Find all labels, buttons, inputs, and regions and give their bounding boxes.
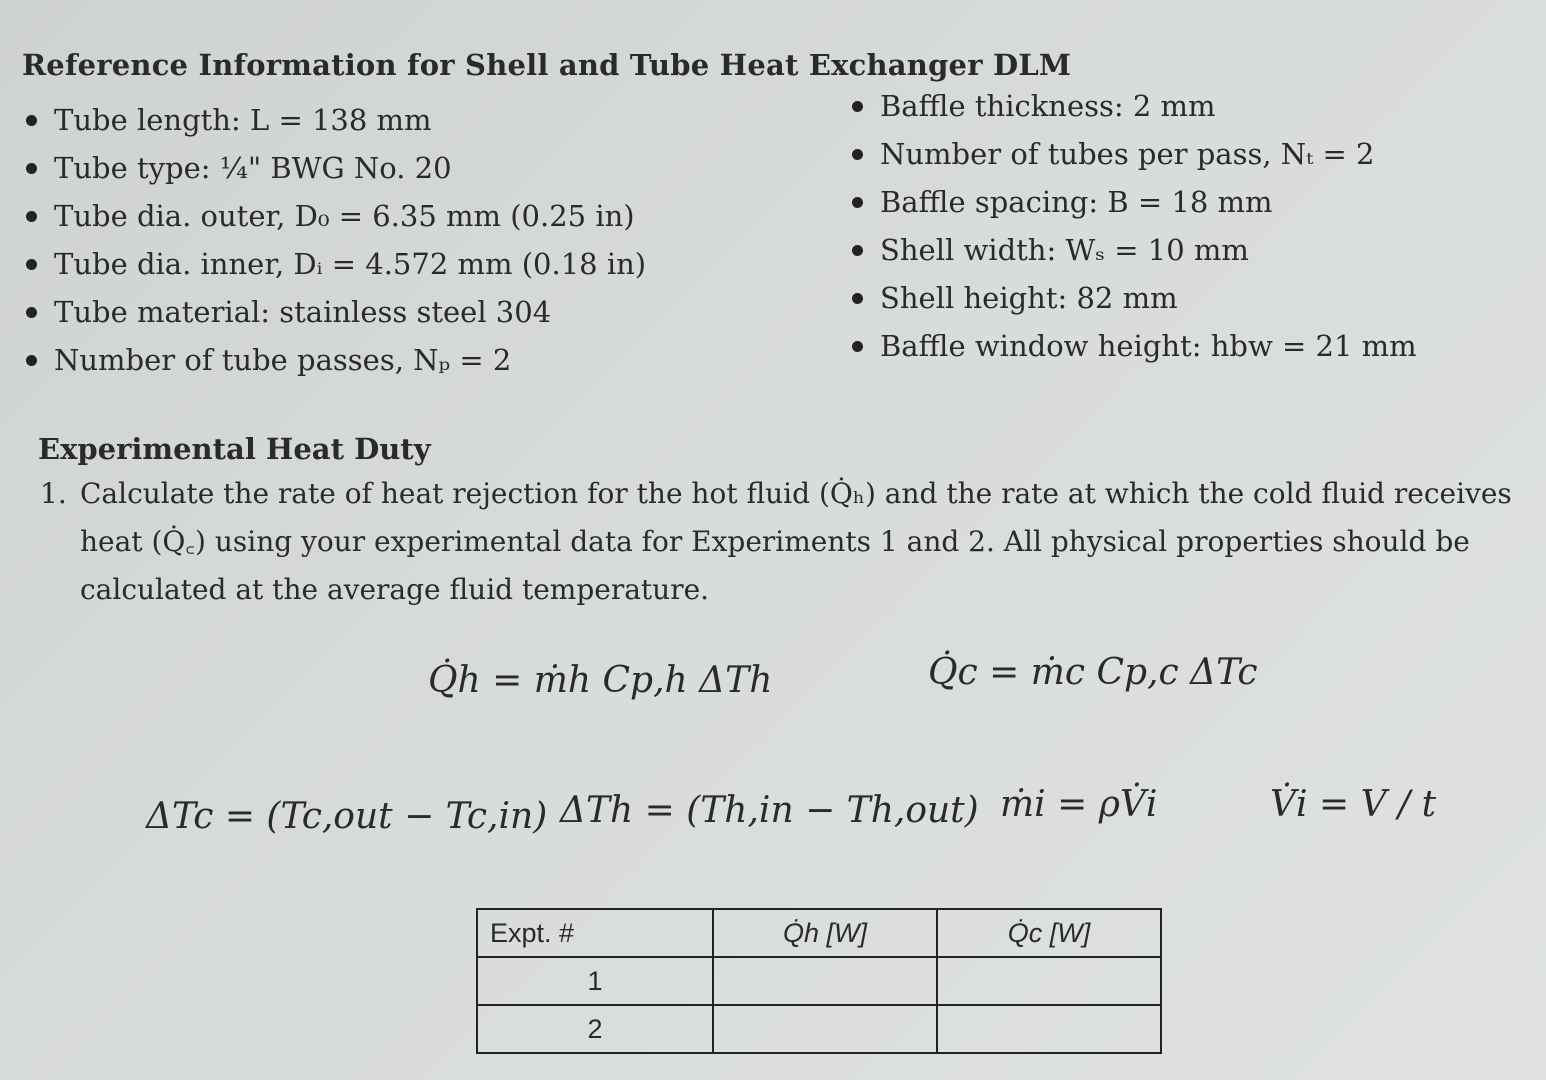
- reference-title: Reference Information for Shell and Tube Heat Exchanger DLM: [22, 48, 1072, 82]
- list-item: Number of tubes per pass, Nₜ = 2: [850, 130, 1417, 178]
- question-1: [40, 470, 1530, 614]
- list-item: Baffle window height: hbw = 21 mm: [850, 322, 1417, 370]
- list-item: Tube material: stainless steel 304: [24, 288, 646, 336]
- table-row: [477, 1005, 1161, 1053]
- list-item: Shell width: Wₛ = 10 mm: [850, 226, 1417, 274]
- list-item: Tube type: ¼" BWG No. 20: [24, 144, 646, 192]
- question-number: 1.: [40, 477, 67, 510]
- equation-q-hot: Q̇h = ṁh Cp,h ΔTh: [428, 660, 773, 701]
- list-item: Shell height: 82 mm: [850, 274, 1417, 322]
- equation-mass-flow: ṁi = ρV̇i: [1000, 784, 1158, 825]
- section-title: Experimental Heat Duty: [38, 432, 431, 466]
- cell-expt: 1: [477, 957, 713, 1005]
- list-item: Number of tube passes, Nₚ = 2: [24, 336, 646, 384]
- equation-delta-t-hot: ΔTh = (Th,in − Th,out): [560, 790, 979, 831]
- reference-right-list: [850, 82, 1417, 370]
- equation-volume-flow: V̇i = V / t: [1270, 784, 1437, 825]
- header-expt: Expt. #: [477, 909, 713, 957]
- list-item: Baffle spacing: B = 18 mm: [850, 178, 1417, 226]
- cell-q-hot[interactable]: [713, 1005, 937, 1053]
- equation-delta-t-cold: ΔTc = (Tc,out − Tc,in): [146, 796, 548, 837]
- equation-q-cold: Q̇c = ṁc Cp,c ΔTc: [928, 652, 1258, 693]
- list-item: Tube dia. outer, D₀ = 6.35 mm (0.25 in): [24, 192, 646, 240]
- results-table: [476, 908, 1162, 1054]
- reference-left-list: [24, 96, 646, 384]
- list-item: Tube dia. inner, Dᵢ = 4.572 mm (0.18 in): [24, 240, 646, 288]
- table-header-row: [477, 909, 1161, 957]
- cell-q-hot[interactable]: [713, 957, 937, 1005]
- question-text: Calculate the rate of heat rejection for the hot fluid (Q̇ₕ) and the rate at which the cold fluid receives heat (Q̇꜀) using your experimental data for Experiments 1 and 2. All physical properties should be calculated at the average fluid temperature.: [80, 477, 1512, 606]
- header-q-hot: Q̇h [W]: [713, 909, 937, 957]
- table-row: [477, 957, 1161, 1005]
- cell-expt: 2: [477, 1005, 713, 1053]
- list-item: Baffle thickness: 2 mm: [850, 82, 1417, 130]
- cell-q-cold[interactable]: [937, 957, 1161, 1005]
- list-item: Tube length: L = 138 mm: [24, 96, 646, 144]
- header-q-cold: Q̇c [W]: [937, 909, 1161, 957]
- cell-q-cold[interactable]: [937, 1005, 1161, 1053]
